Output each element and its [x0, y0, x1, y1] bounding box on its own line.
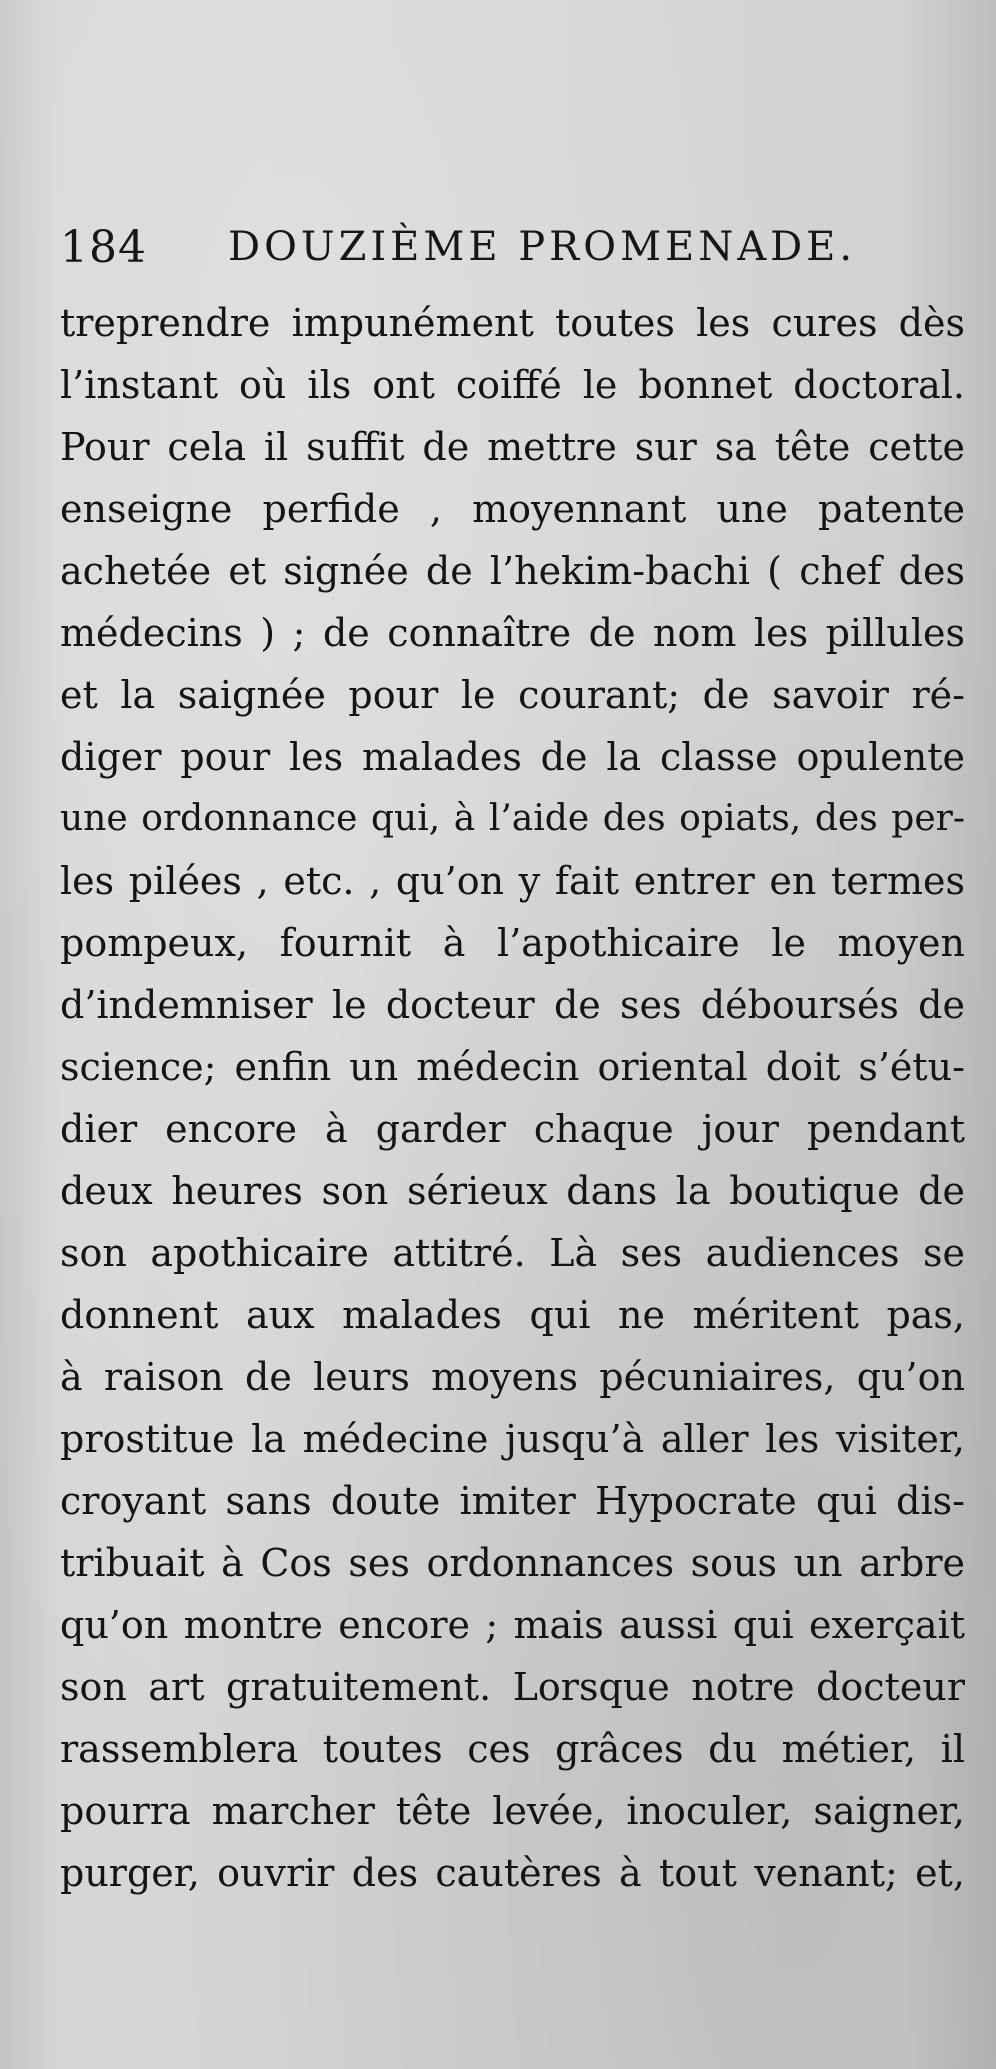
- text-line: science; enfin un médecin oriental doit s’étu-: [60, 1045, 965, 1089]
- text-line: deux heures son sérieux dans la boutique de: [60, 1169, 965, 1213]
- running-head: DOUZIÈME PROMENADE.: [228, 224, 857, 270]
- text-line: d’indemniser le docteur de ses déboursés de: [60, 983, 965, 1027]
- text-line: diger pour les malades de la classe opulente: [60, 735, 965, 779]
- text-line: enseigne perfide , moyennant une patente: [60, 487, 965, 531]
- text-line: prostitue la médecine jusqu’à aller les visiter,: [60, 1417, 965, 1461]
- text-line: son art gratuitement. Lorsque notre docteur: [60, 1665, 965, 1709]
- text-line: croyant sans doute imiter Hypocrate qui dis-: [60, 1479, 965, 1523]
- text-line: qu’on montre encore ; mais aussi qui exerçait: [60, 1603, 965, 1647]
- text-line: les pilées , etc. , qu’on y fait entrer en termes: [60, 859, 965, 903]
- text-line: médecins ) ; de connaître de nom les pillules: [60, 611, 965, 655]
- page-number: 184: [60, 222, 147, 273]
- text-line: à raison de leurs moyens pécuniaires, qu’on: [60, 1355, 965, 1399]
- text-line: rassemblera toutes ces grâces du métier, il: [60, 1727, 965, 1771]
- text-line: achetée et signée de l’hekim-bachi ( chef des: [60, 549, 965, 593]
- text-line: pompeux, fournit à l’apothicaire le moyen: [60, 921, 965, 965]
- text-line: dier encore à garder chaque jour pendant: [60, 1107, 965, 1151]
- page-header: [60, 222, 960, 282]
- text-line: une ordonnance qui, à l’aide des opiats, des per-: [60, 798, 965, 839]
- text-line: son apothicaire attitré. Là ses audiences se: [60, 1231, 965, 1275]
- text-line: treprendre impunément toutes les cures dès: [60, 301, 965, 345]
- text-line: pourra marcher tête levée, inoculer, saigner,: [60, 1789, 965, 1833]
- text-line: l’instant où ils ont coiffé le bonnet doctoral.: [60, 363, 965, 407]
- text-line: et la saignée pour le courant; de savoir ré-: [60, 673, 965, 717]
- body-text: [60, 292, 965, 1904]
- text-line: tribuait à Cos ses ordonnances sous un arbre: [60, 1541, 965, 1585]
- text-line: donnent aux malades qui ne méritent pas,: [60, 1293, 965, 1337]
- text-line: Pour cela il suffit de mettre sur sa tête cette: [60, 425, 965, 469]
- text-line: purger, ouvrir des cautères à tout venant; et,: [60, 1851, 965, 1895]
